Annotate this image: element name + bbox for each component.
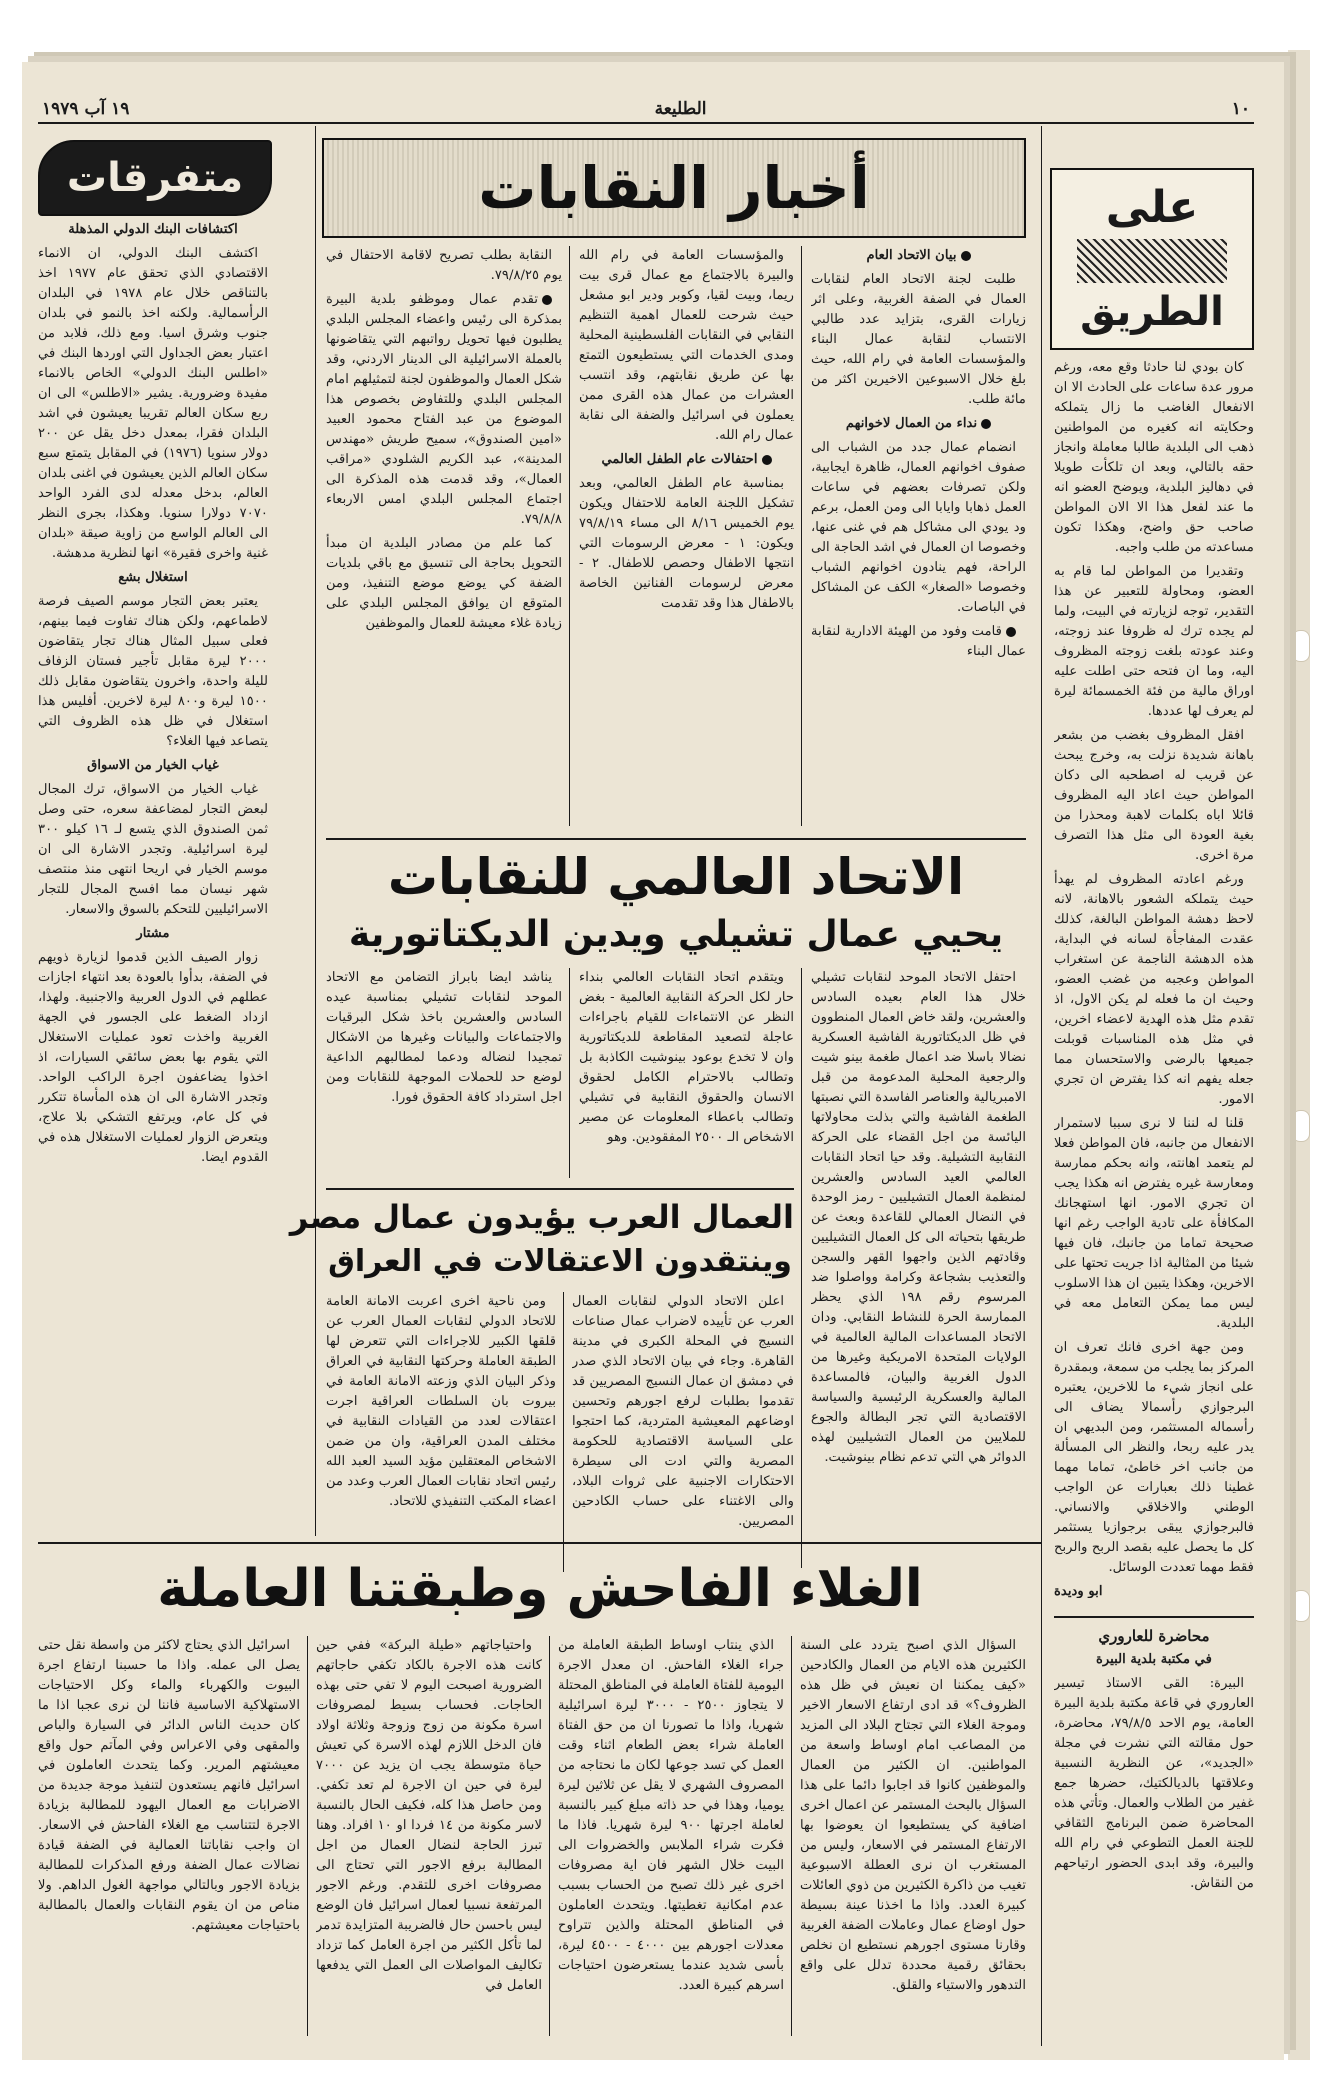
divider bbox=[326, 1188, 794, 1190]
inflation-col3 bbox=[316, 1636, 542, 2036]
misc-item-heading: استغلال بشع bbox=[118, 570, 188, 585]
union-news-subhead: احتفالات عام الطفل العالمي bbox=[579, 450, 794, 470]
union-news-text: بمناسبة عام الطفل العالمي، وبعد تشكيل اللجنة العامة للاحتفال ويكون يوم الخميس ٨/١٦ الى مساء ٧٩/٨/١٩ ويكون: ١ - معرض الرسومات التي انتجها الاطفال وحصص للاطفال. ٢ - معرض لرسومات الفنانين الخاصة بالاطفال هذا وقد تقدمت bbox=[579, 476, 794, 611]
union-news-text: تقدم عمال وموظفو بلدية البيرة بمذكرة الى رئيس واعضاء المجلس البلدي يطلبون فيها تحويل رواتبهم التي يتقاضونها بالعملة الاسرائيلية الى الدينار الاردني، وقد شكل العمال والموظفون لجنة لتمثيلهم امام المجلس البلدي وللتفاوض بخصوص هذا الموضوع من عبد الفتاح محمود العبيد «امين الصندوق»، سميح طريش «مهندس المدينة»، عبد الكريم الشلودي «مراقب العمال»، وقد قدمت هذه المذكرة الى اجتماع المجلس البلدي امس الاربعاء ٧٩/٨/٨. bbox=[326, 292, 562, 527]
lecture-text: البيرة: القى الاستاذ تيسير العاروري في قاعة مكتبة بلدية البيرة العامة، يوم الاحد ٧٩/٨/٥، محاضرة، حول مقالته التي نشرت في مجلة «الجديد»، عن النظرية النسبية وعلاقتها بالديالكتيك، حضرها جمع غفير من الطلاب والعمال. وتأتي هذه المحاضرة ضمن البرنامج الثقافي للجنة العمل التطوعي في رام الله والبيرة، وقد ابدى الحضور ارتياحهم من النقاش. bbox=[1054, 1676, 1254, 1891]
union-news-headline: أخبار النقابات bbox=[322, 138, 1026, 238]
lecture-article bbox=[1054, 1626, 1254, 2026]
column-rule bbox=[315, 126, 316, 1536]
union-news-text: طلبت لجنة الاتحاد العام لنقابات العمال في الضفة الغربية، وعلى اثر زيارات القرى، بتزايد عدد طالبي الانتساب لنقابة عمال البناء والمؤسسات العامة في رام الله، حيث بلغ خلال الاسبوعين الاخيرين اكثر من مائة طلب. bbox=[811, 272, 1026, 407]
misc-title: متفرقات bbox=[66, 155, 244, 201]
union-news-col2 bbox=[579, 246, 794, 826]
arab-workers-text: اعلن الاتحاد الدولي لنقابات العمال العرب عن تأييده لاضراب عمال صناعات النسيج في المحلة الكبرى في مدينة القاهرة. وجاء في بيان الاتحاد الذي صدر في دمشق ان عمال النسيج المصريين قد تقدموا بطلبات لرفع اجورهم وتحسين اوضاعهم المعيشية المتردية، كما احتجوا على السياسة الاقتصادية للحكومة المصرية والتي ادت الى سيطرة الاحتكارات الاجنبية على ثروات البلاد، والى الاغتناء على حساب الكادحين المصريين. bbox=[572, 1294, 794, 1529]
misc-item-heading: غياب الخيار من الاسواق bbox=[87, 758, 219, 773]
arab-workers-subheadline: وينتقدون الاعتقالات في العراق bbox=[328, 1244, 792, 1279]
wftu-text: ويتقدم اتحاد النقابات العالمي بنداء حار لكل الحركة النقابية العالمية - بغض النظر عن الانتماءات للقيام باجراءات عاجلة لتصعيد المقاطعة للديكتاتورية وان لا تخدع بوعود بينوشيت الكاذبة بل وتطالب بالاحترام الكامل لحقوق الانسان والحقوق النقابية في تشيلي وتطالب باعطاء المعلومات عن مصير الاشخاص الـ ٢٥٠٠ المفقودين. وهو bbox=[579, 970, 794, 1145]
ala-tariq-body bbox=[1054, 358, 1254, 1598]
page-content bbox=[38, 96, 1254, 2046]
page-header bbox=[38, 96, 1254, 124]
divider bbox=[326, 838, 1026, 840]
union-news-subhead: بيان الاتحاد العام bbox=[811, 246, 1026, 266]
bullet-icon bbox=[981, 419, 991, 429]
inflation-col2 bbox=[558, 1636, 784, 2036]
ala-tariq-ornament bbox=[1077, 239, 1227, 283]
page-number: ١٠ bbox=[1231, 99, 1250, 119]
inflation-col4 bbox=[38, 1636, 300, 2036]
inflation-text: اسرائيل الذي يحتاج لاكثر من واسطة نقل حتى يصل الى عمله. واذا ما حسبنا ارتفاع اجرة البيوت والكهرباء والماء وكل الاحتياجات الاستهلاكية الاساسية فاننا لن نرى عجبا اذا ما كان حديث الناس الدائر في السيارة والباص والمقهى وفي الاعراس وفي المآتم حول واقع معيشتهم المرير. وكما يتحدث العاملون في اسرائيل فانهم يستعدون لتنفيذ موجة جديدة من الاضرابات مع العمال اليهود للمطالبة بزيادة الاجرة لتتناسب مع الغلاء الفاحش في الاسعار. ان واجب نقاباتنا العمالية في الضفة قيادة نضالات عمال الضفة ورفع المذكرات للمطالبة بزيادة الاجور وبالتالي مواجهة الغول الداهم. ولا مناص من ان يقوم النقابات والعمال بالمطالبة باحتياجات معيشتهم. bbox=[38, 1638, 300, 1933]
ala-tariq-paragraph: وتقديرا من المواطن لما قام به العضو، ومحاولة للتعبير عن هذا التقدير، توجه لزيارته في البيت، ولما لم يجده ترك له ظروفا عند زوجته، وعند عودته بلغت زوجته المظروف اليه، وما ان فتحه حتى اطلت عليه اوراق مالية من فئة الخمسمائة ليرة لم يعرف لها عددها. bbox=[1054, 564, 1254, 719]
union-news-text: كما علم من مصادر البلدية ان مبدأ التحويل بحاجة الى تنسيق مع باقي بلديات الضفة كي يوضع موضع التنفيذ، ومن المتوقع ان يوافق المجلس البلدي على زيادة غلاء معيشة للعمال والموظفين bbox=[326, 536, 562, 631]
publication-name: الطليعة bbox=[654, 99, 707, 119]
column-rule bbox=[791, 1636, 792, 2036]
bullet-icon bbox=[1006, 627, 1016, 637]
divider bbox=[1054, 1616, 1254, 1618]
page-stack-edge bbox=[1288, 50, 1310, 2060]
binder-hole bbox=[1292, 1590, 1310, 1622]
column-rule bbox=[1041, 126, 1042, 2046]
column-rule bbox=[307, 1636, 308, 2036]
misc-item-heading: مشتار bbox=[136, 926, 170, 941]
inflation-col1 bbox=[800, 1636, 1026, 2036]
column-rule bbox=[801, 246, 802, 826]
misc-item-text: زوار الصيف الذين قدموا لزيارة ذويهم في الضفة، بدأوا بالعودة بعد انتهاء اجازات عطلهم في الدول العربية والاجنبية. ولهذا، ازداد الضغط على الجسور في الجهة الغربية واخذت تعود عمليات الاستغلال التي يقوم بها بعض سائقي السيارات، اذ اخذوا يضاعفون اجرة الراكب الواحد. وتجدر الاشارة الى ان هذه المأساة تتكرر في كل عام، ويرتفع التشكي بلا علاج، ويتعرض الزوار لعمليات الاستغلال هذه في القدوم ايضا. bbox=[38, 950, 268, 1165]
ala-tariq-paragraph: ورغم اعادته المظروف لم يهدأ حيث يتملكه الشعور بالاهانة، لانه لاحظ دهشة المواطن البالغة، كذلك عقدت المفاجأة لسانه في البداية، هذه الدهشة الناجمة عن استغراب المواطن وعجبه من غضب العضو، وحيث ان ما فعله لم يكن الاول، اذ تقدم مثل هذه الهدية لاعضاء اخرين، في مثل هذه المناسبات قوبلت جميعها بالرضى والاستحسان مما جعله يفهم انه كذا يفترض ان تجري الامور. bbox=[1054, 872, 1254, 1107]
wftu-text: يناشد ايضا بابراز التضامن مع الاتحاد الموحد لنقابات تشيلي بمناسبة عيده السادس والعشرين باخذ شكل البرقيات والاجتماعات والبيانات وغيرها من الاشكال تمجيدا لنضاله ودعما لمطالبهم الداعية لوضع حد للحملات الموجهة للنقابات ومن اجل استرداد كافة الحقوق فورا. bbox=[326, 970, 562, 1105]
ala-tariq-paragraph: قلنا له لننا لا نرى سببا لاستمرار الانفعال من جانبه، فان المواطن فعلا لم يتعمد اهانته، وانه بحكم ممارسة ومعارسة غيره يفترض انه هكذا يجب ان تجري الامور. انها استهجانك المكافأة على تادية الواجب رغم انها صحيحة تماما من جانبك، فان فيها شيئا من المثالية اذا جريت تحتها على الاخرين، وهكذا يتبين ان هذا الاسلوب ليس مما يمكن التعامل معه في البلدية. bbox=[1054, 1116, 1254, 1331]
union-news-col1 bbox=[811, 246, 1026, 826]
lecture-headline: محاضرة للعاروري bbox=[1098, 1627, 1210, 1645]
union-news-text: انضمام عمال جدد من الشباب الى صفوف اخوانهم العمال، ظاهرة ايجابية، ولكن تصرفات بعضهم في ساعات العمل ذهابا وايابا الى ومن العمل، برعم ود يودي الى مشاكل هم في غنى عنها، وخصوصا ان العمال في اشد الحاجة الى الراحة، فهم ينادون اخوانهم الشباب وخصوصا «الصغار» الكف عن المشاكل في الباصات. bbox=[811, 440, 1026, 615]
misc-masthead bbox=[38, 140, 272, 216]
union-news-text: والمؤسسات العامة في رام الله والبيرة بالاجتماع مع عمال قرى بيت ريما، وبيت لقيا، وكوبر ودير ابو مشعل حيث شرحت للعمال اهمية التنظيم النقابي في النقابات الفلسطينية المحلية ومدى الخدمات التي يستطيعون التمتع بها عن طريق نقابتهم، وقد انتسب العشرات من عمال هذه القرى ممن يعملون في اسرائيل والضفة الى نقابة عمال رام الله. bbox=[579, 248, 794, 443]
wftu-col3 bbox=[326, 968, 562, 1178]
column-rule bbox=[563, 1292, 564, 1572]
issue-date: ١٩ آب ١٩٧٩ bbox=[42, 99, 130, 119]
ala-tariq-masthead bbox=[1050, 168, 1254, 350]
binder-hole bbox=[1292, 1110, 1310, 1142]
bullet-icon bbox=[961, 251, 971, 261]
wftu-headline: الاتحاد العالمي للنقابات bbox=[387, 848, 965, 906]
misc-item-text: يعتبر بعض التجار موسم الصيف فرصة لاطماعهم، ولكن هناك تفاوت فيما بينهم، فعلى سبيل المثال هناك تجار يتقاضون ٢٠٠٠ ليرة مقابل تأجير فستان الزفاف لليلة واحدة، واخرون يتقاضون مقابل ذلك ١٥٠٠ ليرة و٨٠٠ ليرة لاخرين. أفليس هذا استغلال في ظل هذه الظروف التي يتصاعد فيها الغلاء؟ bbox=[38, 594, 268, 749]
ala-tariq-title-top: على bbox=[1105, 182, 1199, 233]
arab-workers-headline: العمال العرب يؤيدون عمال مصر bbox=[289, 1198, 794, 1236]
wftu-subheadline: يحيي عمال تشيلي ويدين الديكتاتورية bbox=[348, 914, 1004, 955]
union-news-col3 bbox=[326, 246, 562, 826]
ala-tariq-paragraph: ومن جهة اخرى فانك تعرف ان المركز بما يجلب من سمعة، وبمقدرة على انجاز شيء ما للاخرين، يعتبره البرجوازي رأسمالا يضاف الى رأسماله المستثمر، ومن البديهي ان يدر عليه ربحا، والنظر الى المسألة من جانب اخر خاطئ، تماما مهما غطينا ذلك بعبارات عن الواجب الوطني والاخلاقي والانساني. فالبرجوازي يبقى برجوازيا يستثمر كل ما يحصل عليه بقصد الربح والربح فقط مهما تعددت الوسائل. bbox=[1054, 1340, 1254, 1575]
column-rule bbox=[549, 1636, 550, 2036]
arab-workers-text: ومن ناحية اخرى اعربت الامانة العامة للاتحاد الدولي لنقابات العمال العرب عن قلقها الكبير للاجراءات التي تتعرض لها الطبقة العاملة وحركتها النقابية في العراق وذكر البيان الذي وزعته الامانة العامة في بيروت بان السلطات العراقية اجرت اعتقالات لعدد من القيادات النقابية في مختلف المدن العراقية، وان من ضمن الاشخاص المعتقلين مؤيد السيد العبد الله رئيس اتحاد نقابات العمال العرب وعدد من اعضاء المكتب التنفيذي للاتحاد. bbox=[326, 1294, 556, 1509]
arab-workers-col2 bbox=[326, 1292, 556, 1572]
ala-tariq-paragraph: افقل المظروف بغضب من بشعر باهانة شديدة نزلت به، وخرج يبحث عن قريب له اصطحبه الى دكان المواطن حيث اعاد اليه المظروف قائلا اباه بكلمات لاهبة ومحذرا من بغية العودة الى مثل هذا التصرف مرة اخرى. bbox=[1054, 728, 1254, 863]
inflation-headline: الغلاء الفاحش وطبقتنا العاملة bbox=[157, 1559, 923, 1619]
bullet-icon bbox=[542, 295, 552, 305]
binder-hole bbox=[1292, 630, 1310, 662]
ala-tariq-signature: ابو وديدة bbox=[1054, 1584, 1103, 1598]
inflation-text: السؤال الذي اصبح يتردد على السنة الكثيرين هذه الايام من العمال والكادحين «كيف يمكننا ان نعيش في ظل هذه الظروف؟» قد ادى ارتفاع الاسعار الاخير وموجة الغلاء التي تجتاح البلاد الى المزيد من المصاعب امام اوساط واسعة من المواطنين. ان الكثير من العمال والموظفين كانوا قد اجابوا دائما على هذا السؤال بالبحث المستمر عن اعمال اخرى اضافية كي يستطيعوا ان يعوضوا بها الارتفاع المستمر في الاسعار، وليس من المستغرب ان نرى العطلة الاسبوعية تغيب من ذاكرة الكثيرين من ذوي العائلات كبيرة العدد. واذا ما اخذنا عينة بسيطة حول اوضاع عمال وعاملات الضفة الغربية وقارنا مستوى اجورهم نستطيع ان نخلص بحقائق رقمية محددة تدلل على واقع التدهور والاستياء والقلق. bbox=[800, 1638, 1026, 1993]
misc-item-text: غياب الخيار من الاسواق، ترك المجال لبعض التجار لمضاعفة سعره، حتى وصل ثمن الصندوق الذي يتسع لـ ١٦ كيلو ٣٠٠ ليرة اسرائيلية. وتجدر الاشارة الى ان موسم الخيار في اريحا انتهى منذ منتصف شهر نيسان مما افسح المجال للتجار الاسرائيليين للتحكم بالسوق والاسعار. bbox=[38, 782, 268, 917]
lecture-subheadline: في مكتبة بلدية البيرة bbox=[1096, 1652, 1212, 1667]
bullet-icon bbox=[762, 455, 772, 465]
wftu-col1 bbox=[811, 968, 1026, 1568]
arab-workers-col1 bbox=[572, 1292, 794, 1572]
ala-tariq-title-bottom: الطريق bbox=[1080, 289, 1224, 335]
column-rule bbox=[801, 968, 802, 1568]
divider bbox=[38, 1542, 1042, 1544]
misc-body bbox=[38, 220, 268, 1520]
union-news-text: النقابة بطلب تصريح لاقامة الاحتفال في يوم ٧٩/٨/٢٥. bbox=[326, 248, 562, 283]
inflation-text: الذي ينتاب اوساط الطبقة العاملة من جراء الغلاء الفاحش. ان معدل الاجرة اليومية للفتاة العاملة في المناطق المحتلة لا يتجاوز ٢٥٠٠ - ٣٠٠٠ ليرة اسرائيلية شهريا، واذا ما تصورنا ان من حق الفتاة العاملة شراء بعض الطعام اثناء وقت العمل كي تسد جوعها لكان ما نحتاجه من المصروف الشهري لا يقل عن ثلاثين ليرة يوميا، وهذا في حد ذاته مبلغ كبير بالنسبة لعاملة اجرتها ٩٠٠ ليرة شهريا. فاذا ما فكرت شراء الملابس والخضروات الى البيت خلال الشهر فان اية مصروفات اخرى غير ذلك تصبح من الحساب بسبب عدم امكانية تغطيتها. ويتحدث العاملون في المناطق المحتلة والذين تتراوح معدلات اجورهم بين ٤٠٠٠ - ٤٥٠٠ ليرة، بأسى شديد عندما يستعرضون احتياجات اسرهم كبيرة العدد. bbox=[558, 1638, 784, 1993]
misc-item-heading: اكتشافات البنك الدولي المذهلة bbox=[68, 222, 238, 237]
union-news-text: قامت وفود من الهيئة الادارية لنقابة عمال البناء bbox=[811, 624, 1026, 659]
column-rule bbox=[569, 968, 570, 1178]
wftu-text: احتفل الاتحاد الموحد لنقابات تشيلي خلال هذا العام بعيده السادس والعشرين، ولقد خاض العمال المنطوون في ظل الديكتاتورية الفاشية العسكرية نضالا باسلا ضد اعمال طغمة بينو شيت والرجعية المحلية المدعومة من قبل الامبريالية والعناصر الفاسدة التي نصبتها الطغمة الفاشية والتي بذلت محاولاتها اليائسة من اجل القضاء على الحركة النقابية التشيلية. وقد حيا اتحاد النقابات العالمي العيد السادس والعشرين لمنظمة العمال التشيليين - رمز الوحدة في النضال العمالي للقاعدة وبعث عن طريقها بتحياته الى كل العمال التشيليين وقادتهم الذين واجهوا القهر والسجن والتعذيب بشجاعة وكرامة وواصلوا ضد المرسوم رقم ١٩٨ الذي يحظر الممارسة الحرة للنشاط النقابي. ودان الاتحاد المساعدات المالية العالمية في الولايات المتحدة الامريكية وغيرها من الدول الغربية والبيان، فالمساعدة المالية والعسكرية الرئيسية والسياسة الاقتصادية التي تجر البطالة والجوع للملايين من العمال التشيليين لهذه الدوائر هي التي تدعم نظام بينوشيت. bbox=[811, 970, 1026, 1465]
ala-tariq-paragraph: كان بودي لنا حادثا وقع معه، ورغم مرور عدة ساعات على الحادث الا ان الانفعال الغاضب ما زال يتملكه وحكايته انه كغيره من المواطنين ذهب الى البلدية طالبا معاملة وانجاز حقه بالتالي، وبعد ان تلكأت طويلا في دهاليز البلدية، ويوضح العضو انه ما عند لفعل هذا الا الان المواطن صاحب حق واضح، وهكذا تكون مساعدته من طلب واجبه. bbox=[1054, 360, 1254, 555]
wftu-col2 bbox=[579, 968, 794, 1178]
column-rule bbox=[569, 246, 570, 826]
union-news-subhead: نداء من العمال لاخوانهم bbox=[811, 414, 1026, 434]
misc-item-text: اكتشف البنك الدولي، ان الانماء الاقتصادي الذي تحقق عام ١٩٧٧ اخذ بالتناقص خلال عام ١٩٧٨ في البلدان الرأسمالية. ولكنه اخذ بالنمو في بلدان جنوب وشرق اسيا. ومع ذلك، فلابد من اعتبار بعض الجداول التي اوردها البنك في «اطلس البنك الدولي» الخاص بالانماء مفيدة وضرورية. يشير «الاطلس» الى ان ربع سكان العالم تقريبا يعيشون في اشد البلدان فقرا، بمعدل دخل يقل عن ٢٠٠ دولار سنويا (١٩٧٦) في المقابل يتمتع سبع سكان العالم الذين يعيشون في اغنى بلدان العالم، بدخل معدله لدى الفرد الواحد ٧٠٧٠ دولارا سنويا. وهكذا، بجرى النظر الى العالم الواسع من زاوية صيقة «بلدان غنية واخرى فقيرة» انها لنظرية مدهشة. bbox=[38, 246, 268, 561]
inflation-text: واحتياجاتهم «طيلة البركة» ففي حين كانت هذه الاجرة بالكاد تكفي حاجاتهم الضرورية اصبحت اليوم لا تفي حتى بهذه الحاجات. فحساب بسيط لمصروفات اسرة مكونة من زوج وزوجة وثلاثة اولاد فان الدخل اللازم لهذه الاسرة كي تعيش حياة متوسطة يجب ان يزيد عن ٧٠٠٠ ليرة في حين ان الاجرة لم تعد تكفي. ومن حاصل هذا كله، فكيف الحال بالنسبة لاسر مكونة من ١٤ فردا او ١٠ افراد. وهنا تبرز الحاجة لنضال العمال من اجل المطالبة برفع الاجور التي تحتاج الى مصروفات اخرى للتقدم. ورغم الاجور المرتفعة نسبيا لعمال اسرائيل فان الوضع ليس باحسن حال فالضريبة المتزايدة تدمر لما تأكل الكثير من اجرة العامل كما تزداد تكاليف المواصلات الى العمل التي يدفعها العامل في bbox=[316, 1638, 542, 1993]
